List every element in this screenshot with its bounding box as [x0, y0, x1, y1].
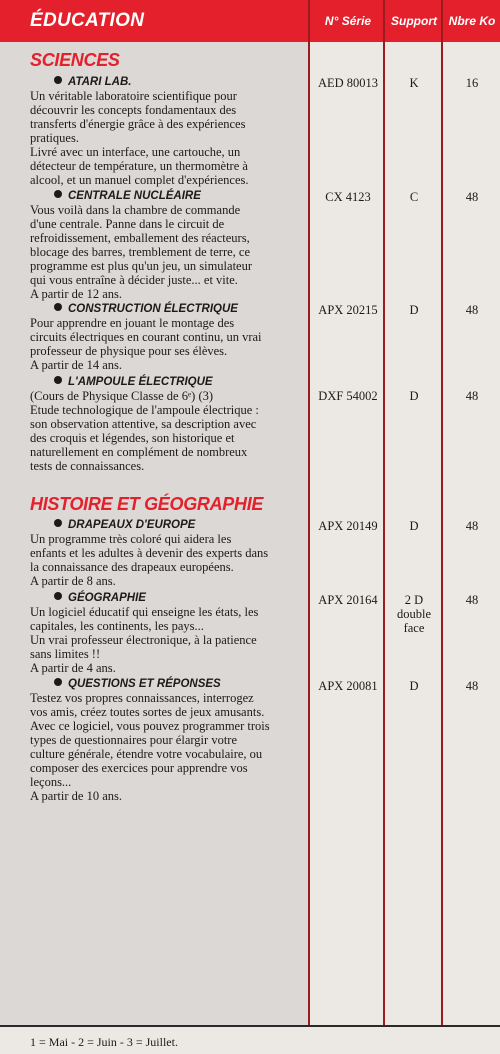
bullet-icon — [54, 592, 62, 600]
product-description: Un véritable laboratoire scientifique pour découvrir les concepts fondamentaux des transferts d'énergie grâce à des expériences pratiques. Livré avec un interface, une cartouche, un détecteur de température, un thermomètre à alcool, et un manuel complet d'expériences. — [30, 89, 249, 187]
header-col-serie: N° Série — [324, 14, 372, 28]
header-col-nbre: Nbre Ko — [448, 14, 496, 28]
product-description: Un logiciel éducatif qui enseigne les états, les capitales, les continents, les pays... Un vrai professeur électronique, à la patience sans limites !! A partir de 4 ans. — [30, 605, 259, 675]
support-cell: D — [409, 389, 419, 403]
product-item — [30, 518, 306, 588]
nbre-cell: 48 — [465, 679, 479, 693]
serie-cell: APX 20149 — [318, 519, 378, 533]
support-cell: K — [409, 76, 419, 90]
product-title: GÉOGRAPHIE — [54, 591, 306, 605]
product-item — [30, 375, 306, 473]
column-divider — [441, 0, 443, 1026]
section-title-histoire-geographie: HISTOIRE ET GÉOGRAPHIE — [30, 494, 264, 514]
product-title: QUESTIONS ET RÉPONSES — [54, 677, 306, 691]
product-item — [30, 591, 306, 675]
bullet-icon — [54, 190, 62, 198]
support-cell: D — [409, 519, 419, 533]
serie-cell: APX 20215 — [318, 303, 378, 317]
header-title: ÉDUCATION — [30, 10, 145, 31]
nbre-cell: 48 — [465, 389, 479, 403]
product-title: CONSTRUCTION ÉLECTRIQUE — [54, 302, 306, 316]
header-bar — [0, 0, 500, 42]
serie-cell: AED 80013 — [317, 76, 379, 90]
bullet-icon — [54, 76, 62, 84]
nbre-cell: 16 — [465, 76, 479, 90]
product-title: L'AMPOULE ÉLECTRIQUE — [54, 375, 306, 389]
header-col-support: Support — [391, 14, 437, 28]
product-description: Vous voilà dans la chambre de commande d'une centrale. Panne dans le circuit de refroidissement, emballement des réacteurs, blocage des barres, tremblement de terre, ce programme est plus qu'un jeu, un simulateur qui vous entraîne à décider juste... et vite. A partir de 12 ans. — [30, 203, 253, 301]
nbre-cell: 48 — [465, 190, 479, 204]
product-item — [30, 677, 306, 803]
nbre-cell: 48 — [465, 593, 479, 607]
column-divider — [308, 0, 310, 1026]
product-item — [30, 75, 306, 187]
support-cell: C — [409, 190, 419, 204]
product-title: DRAPEAUX D'EUROPE — [54, 518, 306, 532]
serie-cell: APX 20081 — [318, 679, 378, 693]
support-cell: D — [409, 303, 419, 317]
bullet-icon — [54, 303, 62, 311]
product-description: Un programme très coloré qui aidera les enfants et les adultes à devenir des experts dans la connaissance des drapeaux européens. A partir de 8 ans. — [30, 532, 269, 588]
nbre-cell: 48 — [465, 303, 479, 317]
product-description: (Cours de Physique Classe de 6ᵉ) (3) Etude technologique de l'ampoule électrique : son observation attentive, sa description avec des croquis et légendes, son historique et naturellement en complément de nombreux tests de connaissances. — [30, 389, 259, 473]
serie-cell: CX 4123 — [325, 190, 371, 204]
serie-cell: APX 20164 — [318, 593, 378, 607]
footnote: 1 = Mai - 2 = Juin - 3 = Juillet. — [30, 1035, 178, 1049]
product-description: Testez vos propres connaissances, interrogez vos amis, créez toutes sortes de jeux amusants. Avec ce logiciel, vous pouvez programmer trois types de questionnaires pour élargir votre culture générale, étendre votre vocabulaire, ou composer des exercices pour apprendre vos leçons... A partir de 10 ans. — [30, 691, 270, 803]
table-bottom-rule — [0, 1025, 500, 1027]
column-divider — [383, 0, 385, 1026]
serie-cell: DXF 54002 — [318, 389, 378, 403]
nbre-cell: 48 — [465, 519, 479, 533]
support-cell: 2 D double face — [396, 593, 432, 635]
bullet-icon — [54, 678, 62, 686]
product-description: Pour apprendre en jouant le montage des circuits électriques en courant continu, un vrai professeur de physique pour ses élèves. A partir de 14 ans. — [30, 316, 262, 372]
product-title: CENTRALE NUCLÉAIRE — [54, 189, 306, 203]
product-title: ATARI LAB. — [54, 75, 306, 89]
bullet-icon — [54, 376, 62, 384]
section-title-sciences: SCIENCES — [30, 50, 120, 70]
support-cell: D — [409, 679, 419, 693]
product-item — [30, 189, 306, 301]
bullet-icon — [54, 519, 62, 527]
product-item — [30, 302, 306, 372]
